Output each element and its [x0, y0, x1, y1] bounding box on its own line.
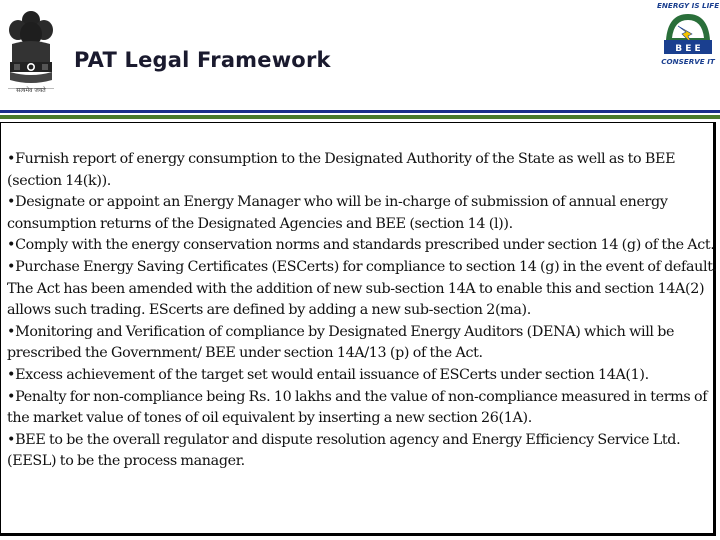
- bullet-item: •Purchase Energy Saving Certificates (ESCerts) for compliance to section 14 (g) in the event of default. The Act has been amended with the addition of new sub-section 14A to enable this and section 14A(2) allows such trading. EScerts are defined by adding a new sub-section 2(ma).: [7, 258, 717, 319]
- page-title: PAT Legal Framework: [74, 48, 331, 72]
- logo-tagline-top: ENERGY IS LIFE: [657, 1, 720, 10]
- bullet-item: •Comply with the energy conservation norms and standards prescribed under section 14 (g) of the Act.: [7, 237, 715, 254]
- bullet-item: •Furnish report of energy consumption to the Designated Authority of the State as well as to BEE (section 14(k)).: [7, 151, 676, 189]
- logo-center-text: B E E: [675, 44, 701, 54]
- header-divider-blue: [0, 110, 720, 113]
- bullet-item: •BEE to be the overall regulator and dispute resolution agency and Energy Efficiency Service Ltd. (EESL) to be the process manager.: [7, 431, 681, 470]
- logo-tagline-bottom: CONSERVE IT: [661, 57, 715, 66]
- slide-header: [0, 0, 720, 110]
- bullet-item: •Monitoring and Verification of compliance by Designated Energy Auditors (DENA) which will be prescribed the Government/ BEE under section 14A/13 (p) of the Act.: [7, 323, 675, 362]
- lightbulb-logo-icon: [662, 10, 714, 56]
- content-panel: [0, 122, 716, 536]
- emblem-caption: सत्यमेव जयते: [16, 87, 46, 94]
- header-divider-green: [0, 115, 720, 119]
- bullet-item: •Designate or appoint an Energy Manager who will be in-charge of submission of annual energy consumption returns of the Designated Agencies and BEE (section 14 (l)).: [7, 194, 668, 232]
- bullet-item: •Excess achievement of the target set would entail issuance of ESCerts under section 14A(1).: [7, 366, 649, 383]
- bee-logo: [655, 0, 719, 68]
- bullet-item: •Penalty for non-compliance being Rs. 10 lakhs and the value of non-compliance measured in terms of the market value of tones of oil equivalent by inserting a new section 26(1A).: [7, 388, 708, 427]
- bullet-list: [7, 149, 719, 473]
